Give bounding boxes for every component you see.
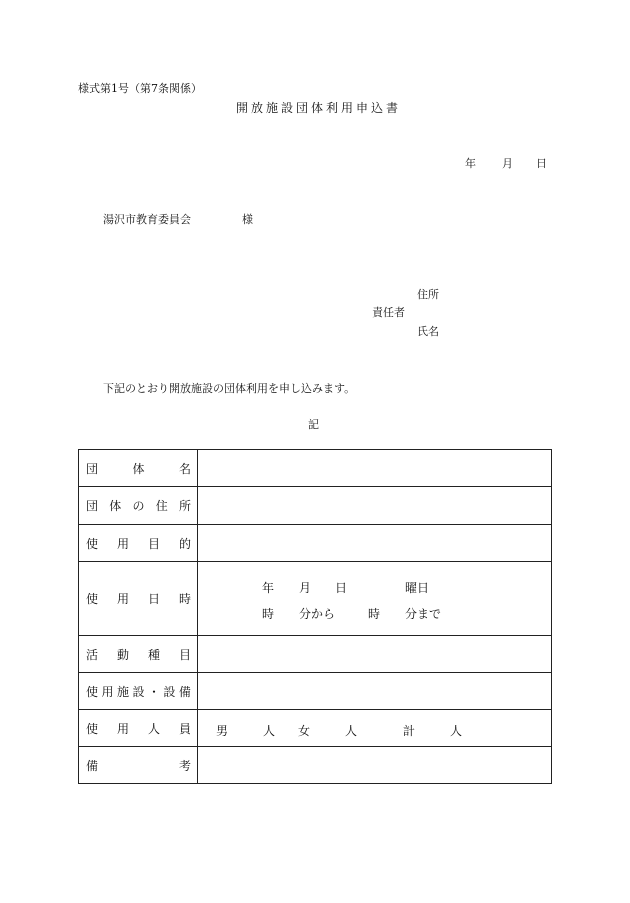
- row-activity: [79, 636, 552, 673]
- datetime-minute-to: 分まで: [405, 607, 442, 621]
- datetime-year: 年: [262, 581, 275, 595]
- responsible-person-label: 責任者: [372, 306, 405, 319]
- form-title: 開放施設団体利用申込書: [236, 101, 402, 115]
- intro-text: 下記のとおり開放施設の団体利用を申し込みます。: [103, 382, 356, 395]
- group-address-label: 団 体 の 住 所: [79, 487, 198, 525]
- ki-label: 記: [308, 418, 319, 431]
- facility-field[interactable]: [198, 673, 552, 710]
- datetime-label: 使 用 日 時: [79, 562, 198, 636]
- date-day-label: 日: [536, 157, 547, 170]
- date-year-label: 年: [465, 157, 476, 170]
- address-label: 住所: [417, 288, 439, 301]
- people-male: 男: [216, 724, 229, 738]
- date-month-label: 月: [502, 157, 513, 170]
- row-purpose: [79, 525, 552, 562]
- name-label: 氏名: [417, 325, 439, 338]
- activity-field[interactable]: [198, 636, 552, 673]
- people-field[interactable]: [198, 710, 552, 747]
- row-facility: [79, 673, 552, 710]
- remarks-label: 備 考: [79, 747, 198, 784]
- people-female: 女: [298, 724, 311, 738]
- datetime-hour-to: 時: [368, 607, 381, 621]
- datetime-hour-from: 時: [262, 607, 275, 621]
- addressee-name: 湯沢市教育委員会: [103, 213, 191, 226]
- datetime-field[interactable]: [198, 562, 552, 636]
- row-people: [79, 710, 552, 747]
- addressee-honorific: 様: [242, 213, 253, 226]
- people-total-unit: 人: [450, 724, 463, 738]
- activity-label: 活 動 種 目: [79, 636, 198, 673]
- datetime-day: 日: [335, 581, 348, 595]
- application-table: [78, 449, 552, 784]
- datetime-minute-from: 分から: [299, 607, 336, 621]
- people-label: 使 用 人 員: [79, 710, 198, 747]
- row-group-address: [79, 487, 552, 525]
- group-name-label: 団 体 名: [79, 450, 198, 487]
- remarks-field[interactable]: [198, 747, 552, 784]
- people-total: 計: [403, 724, 416, 738]
- purpose-label: 使 用 目 的: [79, 525, 198, 562]
- group-address-field[interactable]: [198, 487, 552, 525]
- purpose-field[interactable]: [198, 525, 552, 562]
- row-remarks: [79, 747, 552, 784]
- people-male-unit: 人: [263, 724, 276, 738]
- row-group-name: [79, 450, 552, 487]
- datetime-weekday: 曜日: [405, 581, 430, 595]
- form-number: 様式第1号（第7条関係）: [78, 82, 202, 95]
- group-name-field[interactable]: [198, 450, 552, 487]
- people-female-unit: 人: [345, 724, 358, 738]
- row-datetime: [79, 562, 552, 636]
- datetime-month: 月: [299, 581, 312, 595]
- facility-label: 使 用 施 設 ・ 設 備: [79, 673, 198, 710]
